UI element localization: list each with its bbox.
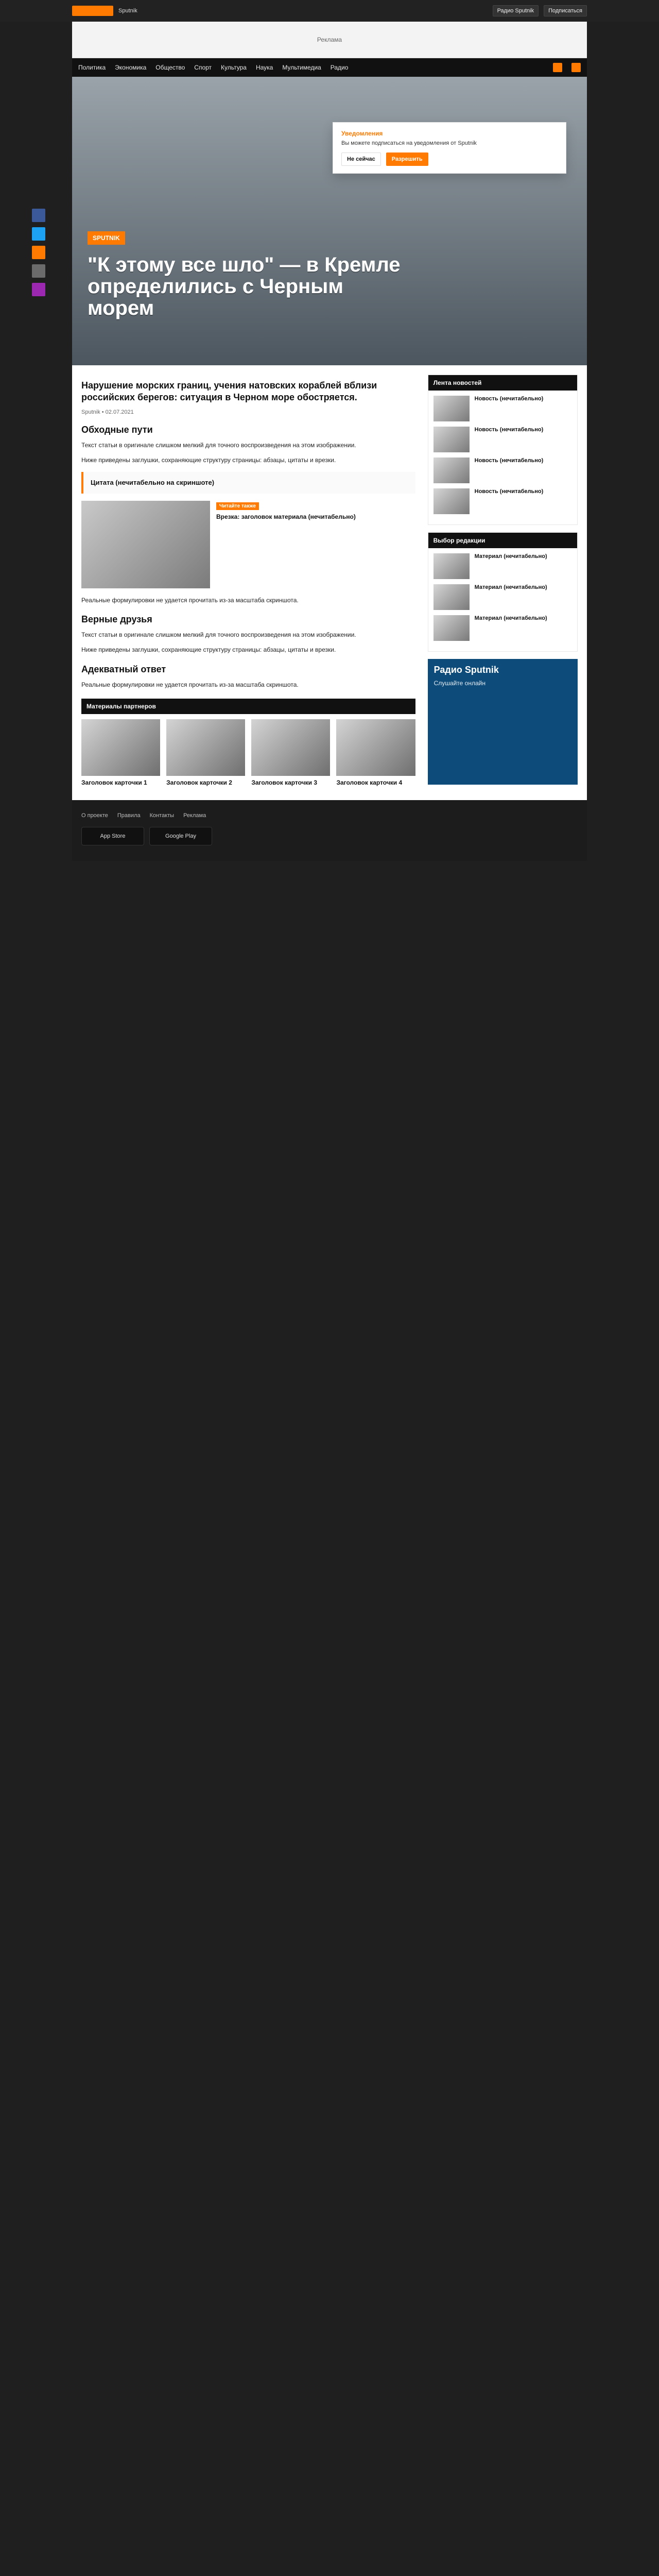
sidebar-news-thumb bbox=[433, 488, 470, 514]
top-ad[interactable] bbox=[72, 22, 587, 58]
sidebar-news-thumb bbox=[433, 396, 470, 421]
hero bbox=[72, 77, 587, 365]
sidebar-news-item[interactable] bbox=[433, 457, 572, 483]
partner-card-title: Заголовок карточки 4 bbox=[336, 779, 403, 787]
section-heading-2: Верные друзья bbox=[81, 614, 152, 625]
sidebar-editors-item[interactable] bbox=[433, 553, 572, 579]
partner-card[interactable] bbox=[81, 719, 160, 786]
inline-related-tag: Читайте также bbox=[216, 502, 259, 510]
main-container bbox=[72, 365, 587, 800]
sidebar bbox=[428, 375, 578, 787]
section-heading-3: Адекватный ответ bbox=[81, 664, 166, 674]
partner-card-image bbox=[166, 719, 245, 776]
sidebar-news-text: Новость (нечитабельно) bbox=[474, 488, 544, 495]
article-paragraph: Реальные формулировки не удается прочитать из-за масштаба скриншота. bbox=[81, 596, 299, 604]
top-bar bbox=[0, 0, 659, 22]
section-heading-1: Обходные пути bbox=[81, 425, 153, 435]
sidebar-editors-body bbox=[428, 548, 577, 651]
app-store-button[interactable]: App Store bbox=[81, 827, 144, 845]
footer-link[interactable]: Контакты bbox=[149, 812, 175, 819]
partner-card-title: Заголовок карточки 3 bbox=[251, 779, 318, 787]
partners-grid bbox=[81, 719, 415, 786]
google-play-button[interactable]: Google Play bbox=[149, 827, 212, 845]
brand-name: Sputnik bbox=[118, 8, 137, 14]
sidebar-editors-item[interactable] bbox=[433, 584, 572, 610]
notification-cancel-button[interactable]: Не сейчас bbox=[341, 152, 381, 166]
sidebar-promo[interactable] bbox=[428, 659, 578, 785]
sidebar-news-thumb bbox=[433, 427, 470, 452]
sidebar-editors-text: Материал (нечитабельно) bbox=[474, 584, 547, 590]
hero-badge: SPUTNIK bbox=[88, 231, 125, 245]
partners-section-title: Материалы партнеров bbox=[81, 699, 415, 714]
footer-link[interactable]: Реклама bbox=[183, 812, 206, 819]
inline-related-image bbox=[81, 501, 210, 588]
article-paragraph: Реальные формулировки не удается прочитать из-за масштаба скриншота. bbox=[81, 681, 299, 688]
sidebar-news-body bbox=[428, 391, 577, 524]
sidebar-news-item[interactable] bbox=[433, 396, 572, 421]
notification-popup-text: Вы можете подписаться на уведомления от Sputnik bbox=[341, 140, 477, 146]
nav-item-3[interactable]: Общество bbox=[155, 64, 185, 71]
notification-allow-button[interactable]: Разрешить bbox=[386, 152, 428, 166]
notification-popup-actions bbox=[341, 152, 558, 166]
nav-item-8[interactable]: Радио bbox=[330, 64, 349, 71]
article-quote-text: Цитата (нечитабельно на скриншоте) bbox=[91, 479, 215, 487]
nav-item-5[interactable]: Культура bbox=[221, 64, 247, 71]
footer-app-stores bbox=[81, 827, 578, 845]
article-paragraph: Ниже приведены заглушки, сохраняющие структуру страницы: абзацы, цитаты и врезки. bbox=[81, 456, 336, 464]
subscribe-button[interactable]: Подписаться bbox=[544, 5, 587, 16]
inline-related[interactable] bbox=[81, 501, 415, 588]
sidebar-editors-item[interactable] bbox=[433, 615, 572, 641]
nav-item-7[interactable]: Мультимедиа bbox=[282, 64, 321, 71]
sidebar-news-item[interactable] bbox=[433, 427, 572, 452]
footer-link[interactable]: О проекте bbox=[81, 812, 108, 819]
article-meta: Sputnik • 02.07.2021 bbox=[81, 409, 134, 415]
partner-card-title: Заголовок карточки 2 bbox=[166, 779, 232, 787]
article-quote bbox=[81, 472, 415, 494]
nav-item-6[interactable]: Наука bbox=[255, 64, 273, 71]
inline-related-caption bbox=[216, 501, 415, 588]
search-icon[interactable] bbox=[553, 63, 562, 72]
partner-card-image bbox=[336, 719, 415, 776]
sidebar-news-title: Лента новостей bbox=[428, 375, 577, 391]
sidebar-editors-text: Материал (нечитабельно) bbox=[474, 553, 547, 560]
footer bbox=[72, 800, 587, 861]
hero-title: "К этому все шло" — в Кремле определились с Черным морем bbox=[88, 253, 401, 319]
share-icon[interactable] bbox=[32, 283, 45, 296]
main-nav bbox=[72, 58, 587, 77]
sidebar-editors-thumb bbox=[433, 615, 470, 641]
partner-card-image bbox=[81, 719, 160, 776]
partner-card-title: Заголовок карточки 1 bbox=[81, 779, 147, 787]
sidebar-editors-title: Выбор редакции bbox=[428, 533, 577, 548]
radio-button[interactable]: Радио Sputnik bbox=[493, 5, 539, 16]
notification-popup[interactable] bbox=[333, 122, 566, 174]
nav-item-2[interactable]: Экономика bbox=[115, 64, 147, 71]
footer-link[interactable]: Правила bbox=[117, 812, 141, 819]
sidebar-news-thumb bbox=[433, 457, 470, 483]
partner-card[interactable] bbox=[251, 719, 330, 786]
inline-related-title[interactable]: Врезка: заголовок материала (нечитабельно) bbox=[216, 513, 356, 520]
sidebar-news-block bbox=[428, 375, 578, 525]
footer-links bbox=[81, 812, 578, 819]
sidebar-news-text: Новость (нечитабельно) bbox=[474, 396, 544, 402]
brand-logo[interactable] bbox=[72, 6, 113, 16]
article-paragraph: Ниже приведены заглушки, сохраняющие структуру страницы: абзацы, цитаты и врезки. bbox=[81, 646, 336, 653]
email-icon[interactable] bbox=[32, 264, 45, 278]
menu-icon[interactable] bbox=[571, 63, 581, 72]
sidebar-editors-thumb bbox=[433, 584, 470, 610]
sidebar-news-item[interactable] bbox=[433, 488, 572, 514]
partner-card[interactable] bbox=[166, 719, 245, 786]
partner-card-image bbox=[251, 719, 330, 776]
ok-icon[interactable] bbox=[32, 246, 45, 259]
notification-popup-title: Уведомления bbox=[341, 130, 383, 137]
article-content bbox=[81, 375, 415, 787]
twitter-icon[interactable] bbox=[32, 227, 45, 241]
article-paragraph: Текст статьи в оригинале слишком мелкий для точного воспроизведения на этом изображении. bbox=[81, 631, 356, 639]
ad-label: Реклама bbox=[317, 36, 342, 43]
sidebar-news-text: Новость (нечитабельно) bbox=[474, 457, 544, 464]
article-lead: Нарушение морских границ, учения натовских кораблей вблизи российских берегов: ситуация в Черном море обостряется. bbox=[81, 380, 377, 402]
sidebar-editors-block bbox=[428, 532, 578, 652]
sidebar-promo-title: Радио Sputnik bbox=[433, 665, 499, 675]
sidebar-editors-thumb bbox=[433, 553, 470, 579]
sidebar-promo-subtitle: Слушайте онлайн bbox=[433, 679, 485, 687]
sidebar-news-text: Новость (нечитабельно) bbox=[474, 427, 544, 433]
nav-item-4[interactable]: Спорт bbox=[194, 64, 212, 71]
left-share-bar bbox=[32, 209, 45, 296]
facebook-icon[interactable] bbox=[32, 209, 45, 222]
nav-item-1[interactable]: Политика bbox=[78, 64, 106, 71]
partner-card[interactable] bbox=[336, 719, 415, 786]
sidebar-editors-text: Материал (нечитабельно) bbox=[474, 615, 547, 621]
article-paragraph: Текст статьи в оригинале слишком мелкий для точного воспроизведения на этом изображении. bbox=[81, 442, 356, 449]
